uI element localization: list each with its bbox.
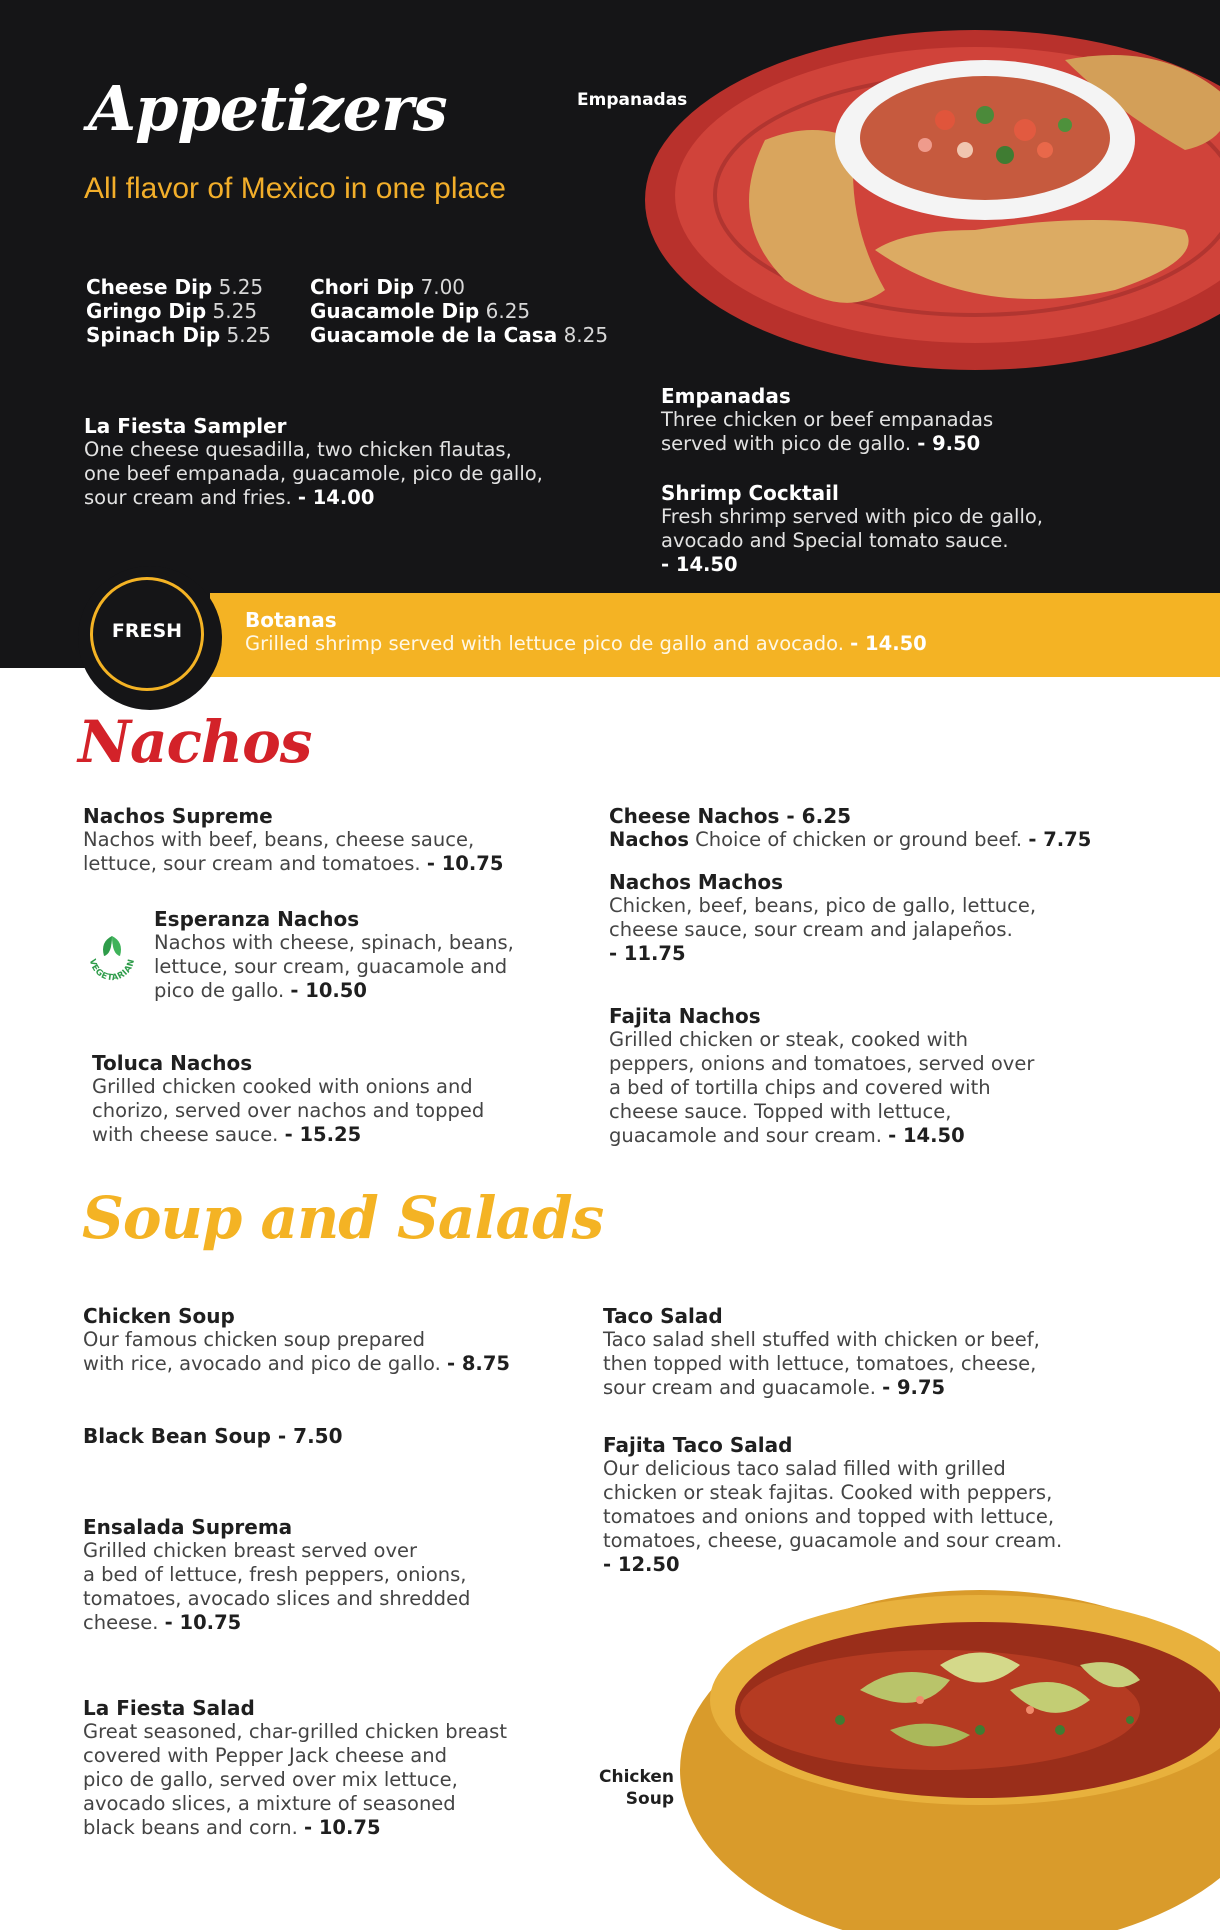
empanadas-photo (645, 20, 1220, 380)
appetizers-tagline: All flavor of Mexico in one place (84, 172, 506, 205)
ensalada-suprema-item (83, 1515, 470, 1635)
dip-item: Gringo Dip 5.25 (86, 299, 258, 323)
item-desc: Grilled chicken breast served over a bed of lettuce, fresh peppers, onions, tomatoes, avocado slices and shredded cheese. - 10.75 (83, 1539, 471, 1634)
item-name: Fajita Taco Salad (603, 1433, 793, 1457)
item-desc: Fresh shrimp served with pico de gallo, avocado and Special tomato sauce. - 14.50 (661, 505, 1043, 576)
nachos-machos-item (609, 870, 1036, 966)
svg-text:VEGETARIAN: VEGETARIAN (86, 957, 138, 984)
soup-salads-title: Soup and Salads (82, 1184, 604, 1252)
cheese-nachos-item (609, 804, 1091, 852)
dip-item: Guacamole Dip 6.25 (310, 299, 531, 323)
vegetarian-leaf-icon (82, 928, 142, 988)
item-name: Empanadas (661, 384, 791, 408)
item-desc: Nachos Choice of chicken or ground beef. - 7.75 (609, 828, 1092, 851)
empanadas-image-label: Empanadas (577, 90, 688, 110)
fajita-taco-salad-item (603, 1433, 1062, 1577)
item-desc: Great seasoned, char-grilled chicken breast covered with Pepper Jack cheese and pico de gallo, served over mix lettuce, avocado slices, a mixture of seasoned black beans and corn. - 10.75 (83, 1720, 507, 1839)
item-name: Cheese Nachos - 6.25 (609, 804, 852, 828)
dips-left (86, 275, 271, 347)
item-desc: Grilled chicken cooked with onions and chorizo, served over nachos and topped with cheese sauce. - 15.25 (92, 1075, 485, 1146)
item-desc: Nachos with beef, beans, cheese sauce, lettuce, sour cream and tomatoes. - 10.75 (83, 828, 504, 875)
item-desc: Taco salad shell stuffed with chicken or beef, then topped with lettuce, tomatoes, cheese, sour cream and guacamole. - 9.75 (603, 1328, 1040, 1399)
botanas-desc: Grilled shrimp served with lettuce pico de gallo and avocado. - 14.50 (245, 632, 927, 655)
fiesta-sampler-item (84, 414, 543, 510)
item-desc: Chicken, beef, beans, pico de gallo, lettuce, cheese sauce, sour cream and jalapeños. - 11.75 (609, 894, 1037, 965)
item-desc: Nachos with cheese, spinach, beans, lettuce, sour cream, guacamole and pico de gallo. - 10.50 (154, 931, 514, 1002)
item-name: La Fiesta Sampler (84, 414, 287, 438)
esperanza-nachos-item (154, 907, 514, 1003)
item-name: Shrimp Cocktail (661, 481, 839, 505)
item-name: Nachos Supreme (83, 804, 273, 828)
fresh-badge-text: FRESH (111, 620, 183, 642)
empanadas-item (661, 384, 993, 456)
chicken-soup-item (83, 1304, 510, 1376)
item-desc: Three chicken or beef empanadas served with pico de gallo. - 9.50 (661, 408, 994, 455)
item-desc: Our famous chicken soup prepared with rice, avocado and pico de gallo. - 8.75 (83, 1328, 510, 1375)
appetizers-title: Appetizers (88, 72, 447, 145)
item-name: Toluca Nachos (92, 1051, 253, 1075)
dip-item: Guacamole de la Casa 8.25 (310, 323, 609, 347)
chicken-soup-image-label: Chicken Soup (599, 1767, 674, 1809)
dip-item: Chori Dip 7.00 (310, 275, 466, 299)
item-name: Ensalada Suprema (83, 1515, 293, 1539)
dip-item: Cheese Dip 5.25 (86, 275, 264, 299)
black-bean-soup-item (83, 1424, 343, 1448)
item-name: Chicken Soup (83, 1304, 235, 1328)
item-name: Esperanza Nachos (154, 907, 360, 931)
nachos-title: Nachos (78, 708, 312, 776)
shrimp-cocktail-item (661, 481, 1043, 577)
item-desc: One cheese quesadilla, two chicken flautas, one beef empanada, guacamole, pico de gallo, sour cream and fries. - 14.00 (84, 438, 543, 509)
dips-right (310, 275, 608, 347)
item-name: Nachos Machos (609, 870, 784, 894)
item-name: Black Bean Soup - 7.50 (83, 1424, 343, 1448)
item-name: Taco Salad (603, 1304, 723, 1328)
item-desc: Grilled chicken or steak, cooked with peppers, onions and tomatoes, served over a bed of tortilla chips and covered with cheese sauce. Topped with lettuce, guacamole and sour cream. - 14.50 (609, 1028, 1035, 1147)
taco-salad-item (603, 1304, 1040, 1400)
nachos-supreme-item (83, 804, 503, 876)
fiesta-salad-item (83, 1696, 507, 1840)
item-desc: Our delicious taco salad filled with grilled chicken or steak fajitas. Cooked with peppers, tomatoes and onions and topped with lettuce, tomatoes, cheese, guacamole and sour cream. - 12.50 (603, 1457, 1063, 1576)
item-name: Fajita Nachos (609, 1004, 761, 1028)
item-name: La Fiesta Salad (83, 1696, 255, 1720)
dip-item: Spinach Dip 5.25 (86, 323, 272, 347)
botanas-name: Botanas (245, 608, 337, 632)
chicken-soup-photo (680, 1570, 1220, 1930)
toluca-nachos-item (92, 1051, 484, 1147)
fajita-nachos-item (609, 1004, 1034, 1148)
